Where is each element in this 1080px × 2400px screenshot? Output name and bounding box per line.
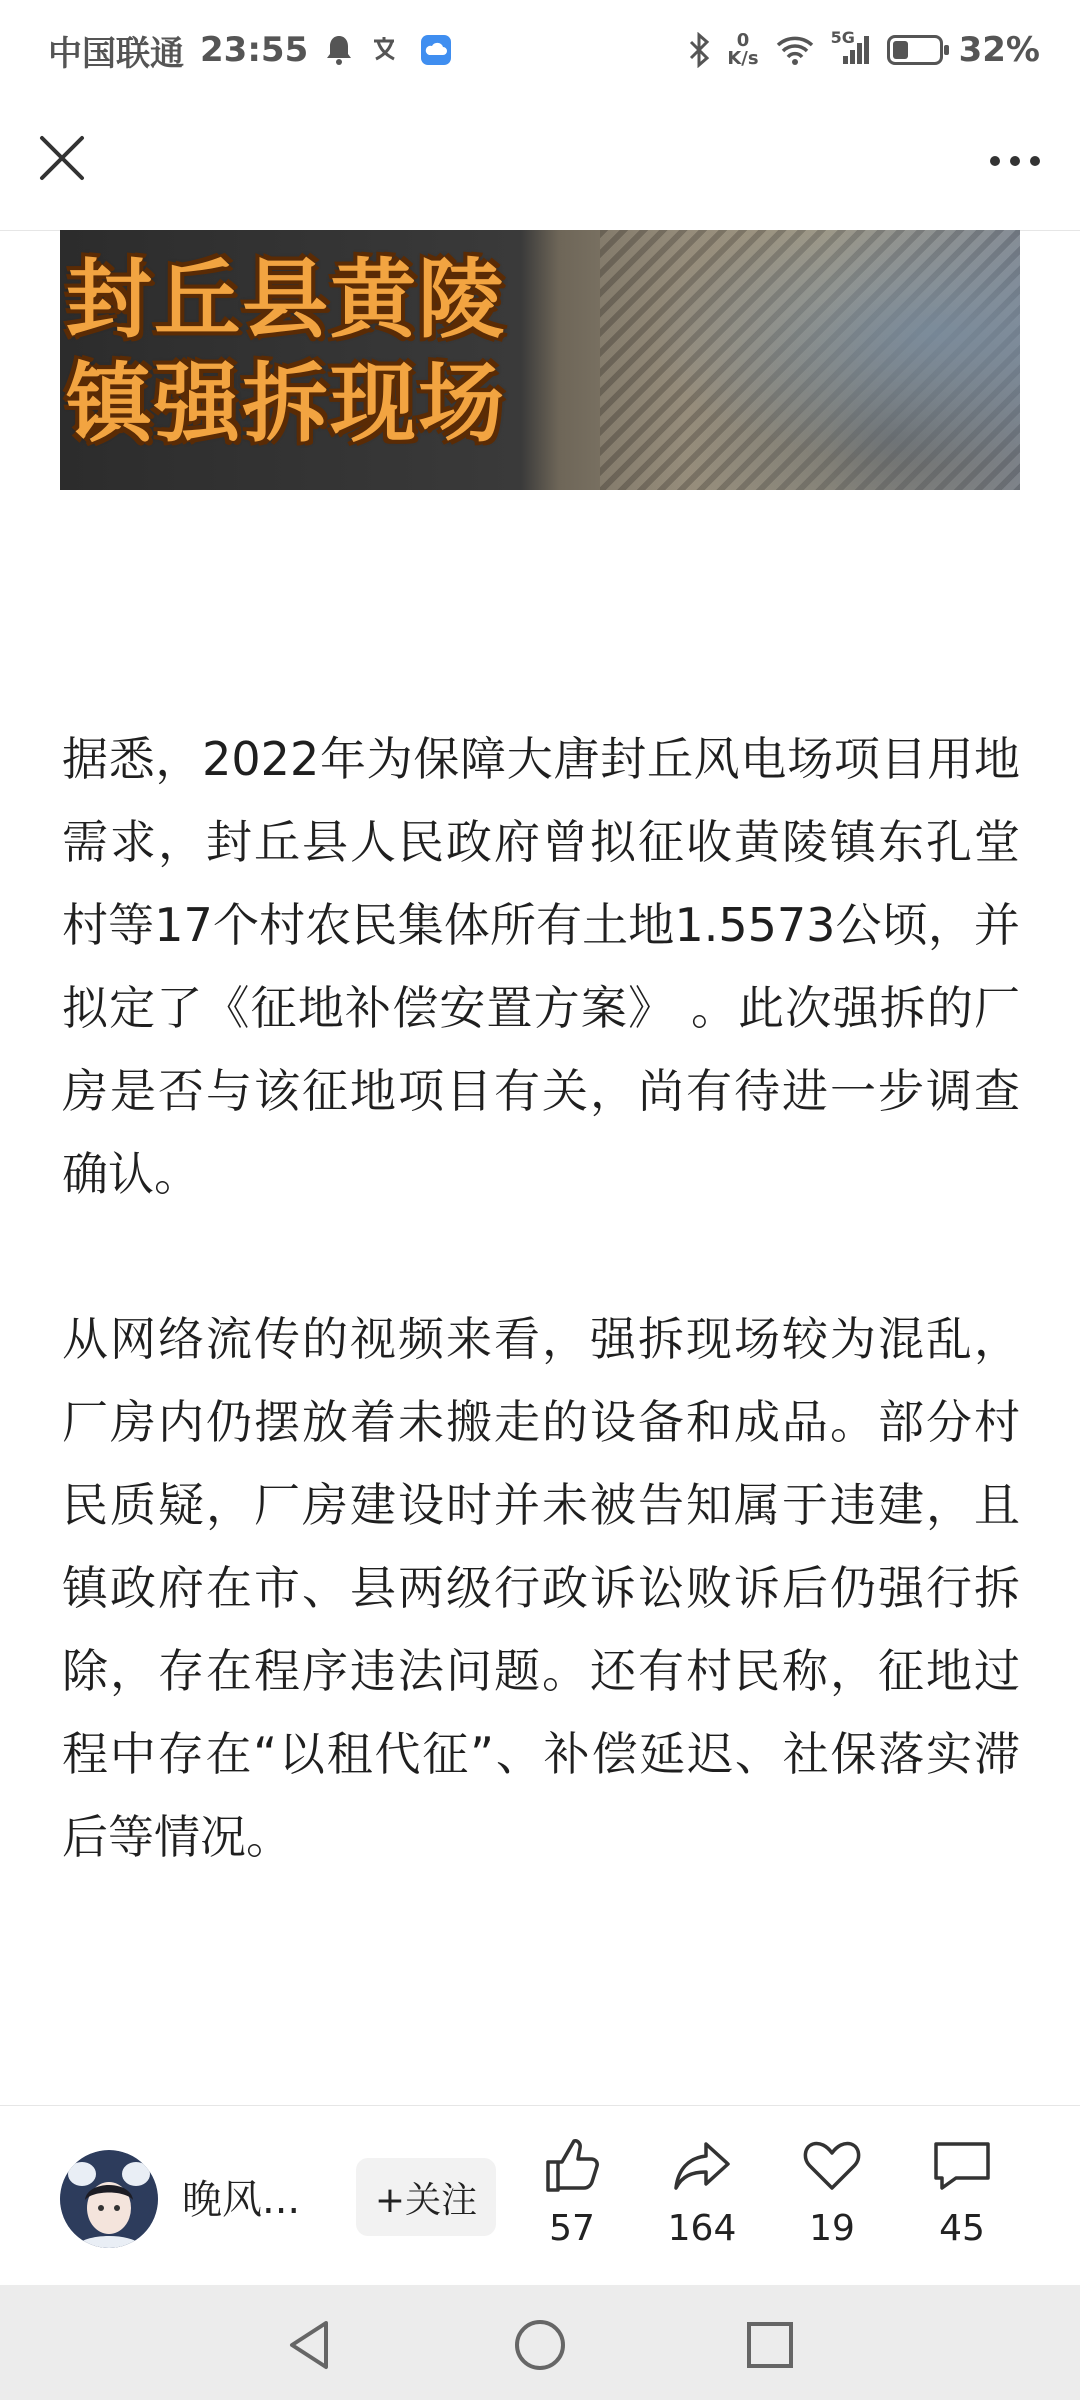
network-speed: [727, 32, 758, 68]
comment-count: 45: [939, 2208, 985, 2249]
network-type-label: 5G: [830, 28, 855, 47]
image-caption-overlay: [66, 248, 506, 456]
favorite-count: 19: [809, 2208, 855, 2249]
more-dot: [1010, 156, 1020, 166]
avatar-illustration: [60, 2150, 158, 2248]
comment-icon: [930, 2134, 994, 2198]
bottom-action-bar: [0, 2105, 1080, 2286]
status-bar: [0, 0, 1080, 100]
notification-bell-icon: [324, 33, 354, 67]
like-button[interactable]: [522, 2134, 622, 2249]
article-body: [62, 718, 1020, 1961]
thumbs-up-icon: [540, 2134, 604, 2198]
favorite-button[interactable]: [782, 2134, 882, 2249]
follow-button[interactable]: +关注: [356, 2158, 496, 2236]
cellular-signal-icon: [830, 28, 871, 66]
clock-time: 23:55: [200, 30, 309, 70]
article-image[interactable]: [60, 230, 1020, 490]
home-button[interactable]: [510, 2315, 570, 2375]
battery-icon: [887, 35, 943, 65]
bluetooth-icon: [687, 32, 711, 68]
status-bar-right: [687, 30, 1040, 70]
more-dots-icon: [990, 156, 1000, 166]
share-icon: [670, 2134, 734, 2198]
share-count: 164: [667, 2208, 737, 2249]
translate-icon: [370, 33, 404, 67]
cloud-app-icon: [420, 34, 452, 66]
author-avatar[interactable]: [60, 2150, 158, 2248]
network-speed-value: 0: [736, 30, 750, 51]
home-circle-icon: [510, 2315, 570, 2375]
close-icon: [34, 130, 90, 186]
like-count: 57: [549, 2208, 595, 2249]
system-navigation-bar: [0, 2285, 1080, 2400]
share-button[interactable]: [652, 2134, 752, 2249]
battery-level-fill: [893, 41, 908, 59]
close-button[interactable]: [34, 130, 90, 186]
image-caption-line-1: 封丘县黄陵: [66, 250, 506, 350]
heart-icon: [800, 2134, 864, 2198]
author-name[interactable]: 晚风...: [182, 2177, 301, 2223]
back-button[interactable]: [280, 2315, 340, 2375]
image-caption-line-2: 镇强拆现场: [66, 354, 506, 454]
demolition-rubble-photo: [600, 230, 1020, 490]
more-options-button[interactable]: [980, 136, 1050, 186]
top-navigation: [0, 100, 1080, 231]
network-speed-unit: K/s: [727, 48, 759, 69]
battery-percent: 32%: [958, 30, 1040, 70]
recent-apps-button[interactable]: [740, 2315, 800, 2375]
more-dot: [1030, 156, 1040, 166]
article-paragraph: 从网络流传的视频来看，强拆现场较为混乱，厂房内仍摆放着未搬走的设备和成品。部分村民质疑，厂房建设时并未被告知属于违建，且镇政府在市、县两级行政诉讼败诉后仍强行拆除，存在程序违法问题。还有村民称，征地过程中存在“以租代征”、补偿延迟、社保落实滞后等情况。: [62, 1312, 1020, 1864]
back-triangle-icon: [280, 2315, 340, 2375]
carrier-label: 中国联通: [48, 33, 184, 74]
status-bar-left: [48, 26, 452, 75]
recent-apps-square-icon: [740, 2315, 800, 2375]
wifi-icon: [775, 34, 815, 66]
comment-button[interactable]: [912, 2134, 1012, 2249]
article-paragraph: 据悉，2022年为保障大唐封丘风电场项目用地需求，封丘县人民政府曾拟征收黄陵镇东孔堂村等17个村农民集体所有土地1.5573公顷，并拟定了《征地补偿安置方案》 。此次强拆的厂房是否与该征地项目有关，尚有待进一步调查确认。: [62, 732, 1020, 1201]
